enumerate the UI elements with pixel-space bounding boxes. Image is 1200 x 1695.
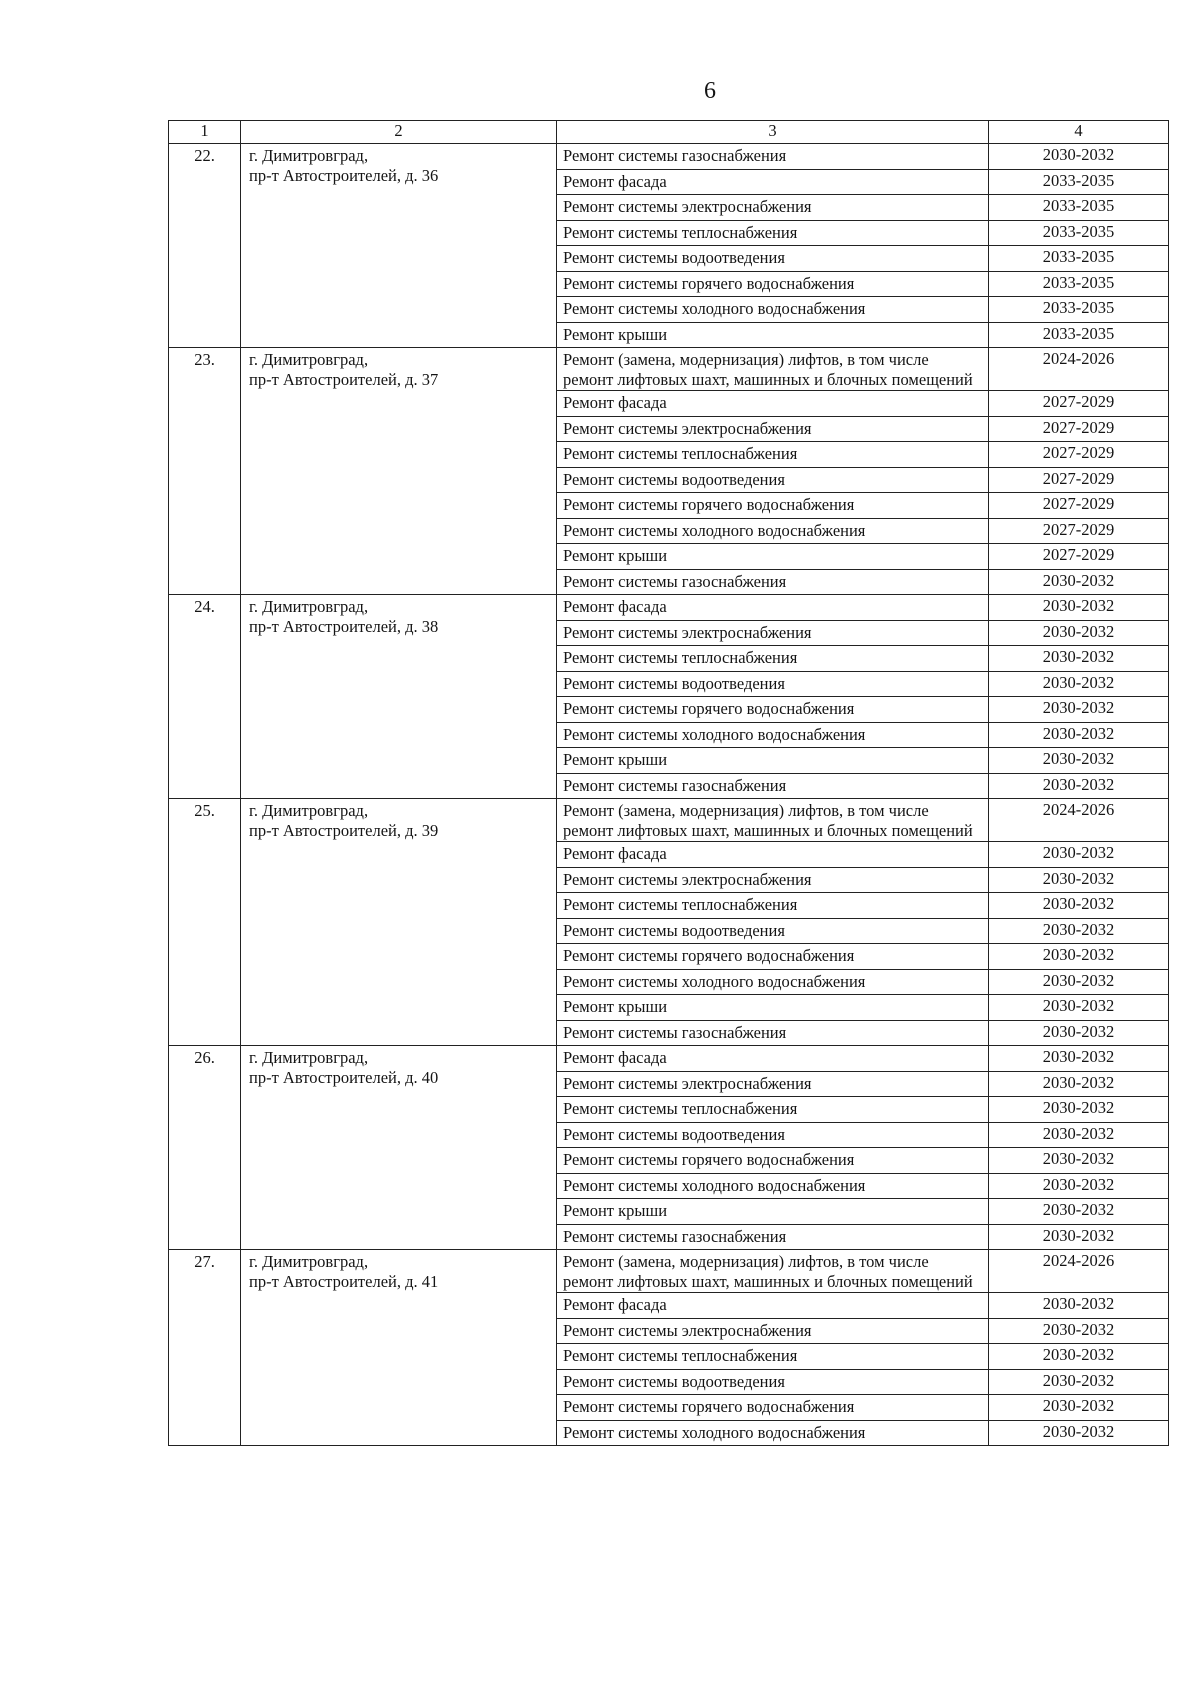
work-period: 2033-2035 — [989, 297, 1169, 323]
work-period: 2033-2035 — [989, 220, 1169, 246]
work-period: 2030-2032 — [989, 697, 1169, 723]
work-period: 2030-2032 — [989, 722, 1169, 748]
work-type: Ремонт фасада — [557, 595, 989, 621]
work-period: 2030-2032 — [989, 773, 1169, 799]
work-type: Ремонт (замена, модернизация) лифтов, в том числе ремонт лифтовых шахт, машинных и блочных помещений — [557, 799, 989, 842]
work-type: Ремонт системы холодного водоснабжения — [557, 518, 989, 544]
address-city: г. Димитровград, — [249, 146, 369, 165]
work-type: Ремонт системы горячего водоснабжения — [557, 1395, 989, 1421]
work-type: Ремонт системы горячего водоснабжения — [557, 493, 989, 519]
work-type: Ремонт (замена, модернизация) лифтов, в том числе ремонт лифтовых шахт, машинных и блочных помещений — [557, 348, 989, 391]
work-type: Ремонт крыши — [557, 544, 989, 570]
address-cell — [241, 595, 557, 799]
work-type: Ремонт системы холодного водоснабжения — [557, 1173, 989, 1199]
work-period: 2030-2032 — [989, 569, 1169, 595]
work-type: Ремонт системы горячего водоснабжения — [557, 944, 989, 970]
address-street: пр-т Автостроителей, д. 39 — [249, 821, 439, 840]
work-period: 2033-2035 — [989, 246, 1169, 272]
table-row — [169, 1046, 1169, 1072]
work-period: 2030-2032 — [989, 1071, 1169, 1097]
work-period: 2030-2032 — [989, 867, 1169, 893]
item-number: 24. — [169, 595, 241, 799]
work-period: 2030-2032 — [989, 1344, 1169, 1370]
work-type: Ремонт крыши — [557, 995, 989, 1021]
work-period: 2033-2035 — [989, 195, 1169, 221]
table-row — [169, 348, 1169, 391]
work-type: Ремонт фасада — [557, 842, 989, 868]
work-period: 2030-2032 — [989, 1173, 1169, 1199]
work-type: Ремонт системы теплоснабжения — [557, 442, 989, 468]
work-period: 2030-2032 — [989, 1122, 1169, 1148]
address-cell — [241, 1250, 557, 1446]
work-period: 2030-2032 — [989, 918, 1169, 944]
header-col-4: 4 — [989, 121, 1169, 144]
work-period: 2030-2032 — [989, 671, 1169, 697]
item-number: 22. — [169, 144, 241, 348]
header-col-2: 2 — [241, 121, 557, 144]
work-type: Ремонт фасада — [557, 169, 989, 195]
work-type: Ремонт крыши — [557, 748, 989, 774]
address-street: пр-т Автостроителей, д. 36 — [249, 166, 439, 185]
work-period: 2030-2032 — [989, 1046, 1169, 1072]
address-cell — [241, 1046, 557, 1250]
work-type: Ремонт системы холодного водоснабжения — [557, 1420, 989, 1446]
work-period: 2030-2032 — [989, 595, 1169, 621]
address-street: пр-т Автостроителей, д. 38 — [249, 617, 439, 636]
header-col-1: 1 — [169, 121, 241, 144]
work-type: Ремонт системы электроснабжения — [557, 1318, 989, 1344]
work-type: Ремонт системы теплоснабжения — [557, 893, 989, 919]
page-number: 6 — [704, 78, 716, 104]
repair-schedule-table — [168, 120, 1169, 1446]
work-type: Ремонт крыши — [557, 1199, 989, 1225]
work-period: 2030-2032 — [989, 1318, 1169, 1344]
work-type: Ремонт системы электроснабжения — [557, 416, 989, 442]
work-period: 2030-2032 — [989, 748, 1169, 774]
work-period: 2030-2032 — [989, 620, 1169, 646]
address-street: пр-т Автостроителей, д. 37 — [249, 370, 439, 389]
work-period: 2030-2032 — [989, 842, 1169, 868]
work-period: 2024-2026 — [989, 1250, 1169, 1293]
table-header-row — [169, 121, 1169, 144]
work-period: 2033-2035 — [989, 271, 1169, 297]
table-row — [169, 799, 1169, 842]
address-city: г. Димитровград, — [249, 597, 369, 616]
work-type: Ремонт системы теплоснабжения — [557, 646, 989, 672]
item-number: 27. — [169, 1250, 241, 1446]
address-city: г. Димитровград, — [249, 1048, 369, 1067]
table-row — [169, 595, 1169, 621]
work-type: Ремонт системы газоснабжения — [557, 569, 989, 595]
work-type: Ремонт системы электроснабжения — [557, 195, 989, 221]
work-period: 2024-2026 — [989, 799, 1169, 842]
work-period: 2027-2029 — [989, 518, 1169, 544]
work-type: Ремонт системы газоснабжения — [557, 1224, 989, 1250]
work-period: 2027-2029 — [989, 391, 1169, 417]
work-period: 2030-2032 — [989, 1420, 1169, 1446]
work-type: Ремонт системы водоотведения — [557, 1122, 989, 1148]
work-period: 2030-2032 — [989, 1199, 1169, 1225]
work-type: Ремонт системы холодного водоснабжения — [557, 722, 989, 748]
address-cell — [241, 799, 557, 1046]
work-type: Ремонт системы водоотведения — [557, 918, 989, 944]
work-period: 2030-2032 — [989, 944, 1169, 970]
work-type: Ремонт системы холодного водоснабжения — [557, 297, 989, 323]
work-type: Ремонт системы горячего водоснабжения — [557, 697, 989, 723]
address-cell — [241, 348, 557, 595]
work-type: Ремонт системы водоотведения — [557, 671, 989, 697]
work-type: Ремонт системы водоотведения — [557, 1369, 989, 1395]
work-period: 2027-2029 — [989, 442, 1169, 468]
work-type: Ремонт системы горячего водоснабжения — [557, 271, 989, 297]
address-street: пр-т Автостроителей, д. 40 — [249, 1068, 439, 1087]
work-period: 2030-2032 — [989, 1224, 1169, 1250]
work-type: Ремонт системы водоотведения — [557, 467, 989, 493]
work-type: Ремонт фасада — [557, 1293, 989, 1319]
address-city: г. Димитровград, — [249, 350, 369, 369]
work-period: 2030-2032 — [989, 969, 1169, 995]
work-period: 2030-2032 — [989, 1293, 1169, 1319]
header-col-3: 3 — [557, 121, 989, 144]
item-number: 26. — [169, 1046, 241, 1250]
work-type: Ремонт системы теплоснабжения — [557, 1344, 989, 1370]
work-type: Ремонт системы электроснабжения — [557, 1071, 989, 1097]
work-type: Ремонт системы водоотведения — [557, 246, 989, 272]
work-period: 2030-2032 — [989, 646, 1169, 672]
work-period: 2030-2032 — [989, 1148, 1169, 1174]
work-type: Ремонт системы электроснабжения — [557, 867, 989, 893]
work-type: Ремонт системы газоснабжения — [557, 1020, 989, 1046]
work-period: 2027-2029 — [989, 416, 1169, 442]
work-period: 2033-2035 — [989, 322, 1169, 348]
work-type: Ремонт системы теплоснабжения — [557, 220, 989, 246]
work-period: 2027-2029 — [989, 467, 1169, 493]
item-number: 23. — [169, 348, 241, 595]
work-period: 2033-2035 — [989, 169, 1169, 195]
work-period: 2027-2029 — [989, 544, 1169, 570]
work-type: Ремонт системы электроснабжения — [557, 620, 989, 646]
work-type: Ремонт системы горячего водоснабжения — [557, 1148, 989, 1174]
address-cell — [241, 144, 557, 348]
work-type: Ремонт системы холодного водоснабжения — [557, 969, 989, 995]
work-type: Ремонт системы газоснабжения — [557, 144, 989, 170]
work-type: Ремонт (замена, модернизация) лифтов, в том числе ремонт лифтовых шахт, машинных и блочных помещений — [557, 1250, 989, 1293]
work-type: Ремонт фасада — [557, 1046, 989, 1072]
address-city: г. Димитровград, — [249, 1252, 369, 1271]
work-period: 2027-2029 — [989, 493, 1169, 519]
work-period: 2030-2032 — [989, 1020, 1169, 1046]
work-type: Ремонт крыши — [557, 322, 989, 348]
work-type: Ремонт фасада — [557, 391, 989, 417]
work-period: 2030-2032 — [989, 144, 1169, 170]
work-period: 2030-2032 — [989, 1395, 1169, 1421]
work-type: Ремонт системы газоснабжения — [557, 773, 989, 799]
table-row — [169, 144, 1169, 170]
item-number: 25. — [169, 799, 241, 1046]
work-period: 2030-2032 — [989, 1369, 1169, 1395]
table-row — [169, 1250, 1169, 1293]
address-city: г. Димитровград, — [249, 801, 369, 820]
address-street: пр-т Автостроителей, д. 41 — [249, 1272, 439, 1291]
work-type: Ремонт системы теплоснабжения — [557, 1097, 989, 1123]
work-period: 2030-2032 — [989, 1097, 1169, 1123]
work-period: 2030-2032 — [989, 893, 1169, 919]
work-period: 2030-2032 — [989, 995, 1169, 1021]
table-body — [169, 144, 1169, 1446]
work-period: 2024-2026 — [989, 348, 1169, 391]
